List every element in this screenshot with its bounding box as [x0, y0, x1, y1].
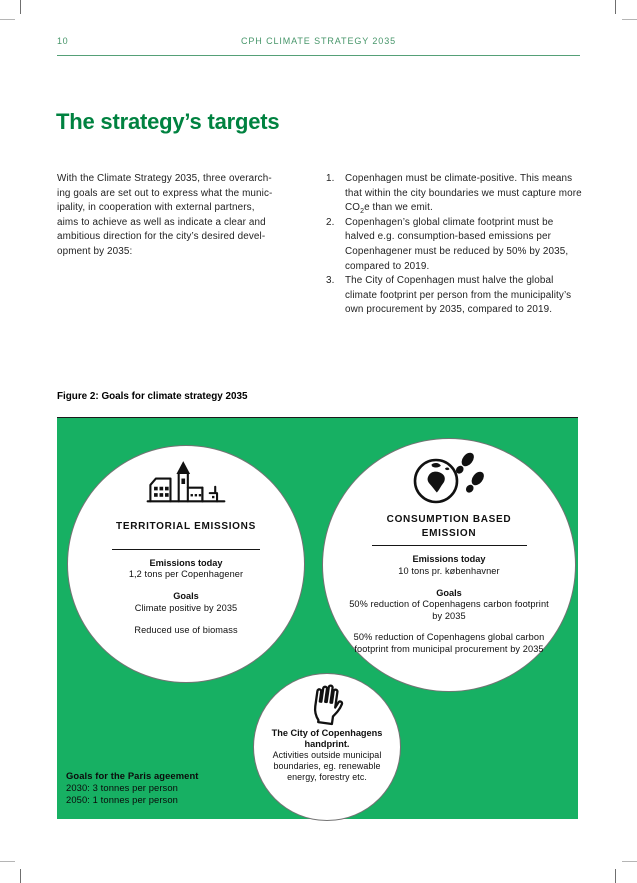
list-item	[326, 216, 582, 274]
crop-mark-top-left-horizontal	[0, 19, 15, 20]
paris-line-2030: 2030: 3 tonnes per person	[66, 781, 178, 793]
consumption-title	[387, 513, 512, 540]
intro-line: opment by 2035:	[57, 245, 133, 257]
page-number: 10	[57, 36, 69, 46]
list-item-text-post: e than we emit.	[364, 202, 433, 214]
crop-mark-top-right-vertical	[615, 0, 616, 14]
list-item-text-pre: Copenhagen must be climate-positive. This means that within the city boundaries we must capture more CO	[345, 173, 582, 214]
crop-mark-bottom-left-horizontal	[0, 861, 15, 862]
divider	[372, 545, 527, 546]
crop-mark-bottom-left-vertical	[20, 869, 21, 883]
goals-label: Goals	[436, 587, 462, 598]
globe-footprints-icon	[409, 447, 489, 505]
handprint-circle	[253, 673, 401, 821]
consumption-goal-2: 50% reduction of Copenhagens global carbon footprint from municipal procurement by 2035	[353, 631, 545, 654]
header-rule	[57, 55, 580, 56]
city-skyline-icon	[144, 459, 228, 509]
consumption-title-line-1: CONSUMPTION BASED	[386, 514, 512, 525]
intro-paragraph	[57, 172, 315, 260]
list-item-number: 3.	[326, 275, 335, 287]
consumption-title-line-2: EMISSION	[421, 527, 477, 539]
intro-line: ipality, in cooperation with external partners,	[57, 202, 255, 214]
goals-label: Goals	[173, 591, 199, 602]
crop-mark-bottom-right-horizontal	[622, 861, 637, 862]
goals-numbered-list	[326, 172, 582, 318]
list-item-text: Copenhagen’s global climate footprint must be halved e.g. consumption-based emissions per Copenhagener must be reduced by 50% by 2035, compared to 2019.	[345, 216, 569, 272]
handprint-title: The City of Copenhagens handprint.	[271, 728, 383, 749]
list-item	[326, 274, 582, 318]
territorial-goal-1: Climate positive by 2035	[134, 602, 238, 613]
hand-icon	[305, 682, 349, 726]
crop-mark-bottom-right-vertical	[615, 869, 616, 883]
intro-line: ambitious direction for the city’s desired devel-	[57, 231, 266, 243]
consumption-goal-1: 50% reduction of Copenhagens carbon footprint by 2035	[349, 599, 549, 622]
figure-goals-diagram	[57, 417, 578, 819]
emissions-today-value: 10 tons pr. københavner	[398, 565, 500, 576]
territorial-title: TERRITORIAL EMISSIONS	[116, 521, 256, 532]
paris-line-2050: 2050: 1 tonnes per person	[66, 793, 178, 805]
running-header-title: CPH CLIMATE STRATEGY 2035	[240, 36, 397, 46]
intro-line: ing goals are set out to express what the munic-	[57, 187, 273, 199]
figure-caption: Figure 2: Goals for climate strategy 2035	[57, 391, 248, 402]
handprint-body: Activities outside municipal boundaries, eg. renewable energy, forestry etc.	[272, 750, 382, 782]
territorial-goal-2: Reduced use of biomass	[134, 624, 238, 635]
intro-line: aims to achieve as well as indicate a clear and	[57, 216, 266, 228]
emissions-today-value: 1,2 tons per Copenhagener	[128, 569, 244, 580]
emissions-today-label: Emissions today	[412, 554, 486, 564]
territorial-emissions-circle	[67, 445, 305, 683]
list-item-number: 2.	[326, 216, 335, 228]
list-item-text	[345, 172, 582, 216]
crop-mark-top-left-vertical	[20, 0, 21, 14]
crop-mark-top-right-horizontal	[622, 19, 637, 20]
paris-title: Goals for the Paris ageement	[66, 770, 199, 781]
divider	[112, 549, 260, 550]
consumption-emission-circle	[322, 438, 576, 692]
list-item-number: 1.	[326, 173, 335, 184]
paris-agreement-note	[66, 770, 199, 805]
intro-line: With the Climate Strategy 2035, three overarch-	[57, 173, 272, 184]
section-heading: The strategy’s targets	[56, 109, 280, 134]
list-item	[326, 172, 582, 216]
list-item-text: The City of Copenhagen must halve the global climate footprint per person from the municipality’s own procurement by 2035, compared to 2019.	[345, 275, 572, 316]
co2-subscript: 2	[360, 208, 365, 216]
emissions-today-label: Emissions today	[149, 557, 223, 568]
